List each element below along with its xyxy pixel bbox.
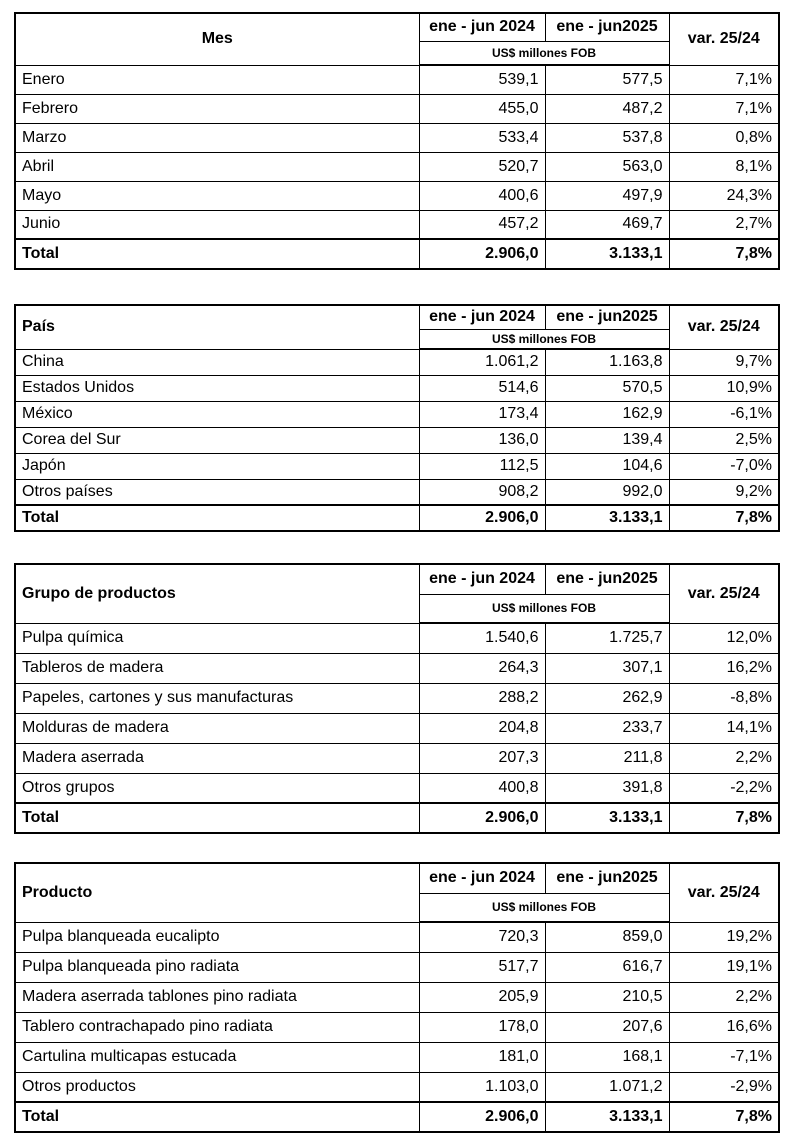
table-row: [15, 713, 779, 743]
table-grupo-productos: [14, 563, 780, 834]
table-row: [15, 401, 779, 427]
row-label: Cartulina multicapas estucada: [15, 1042, 419, 1072]
value-2024: 908,2: [419, 479, 545, 505]
table-row: [15, 773, 779, 803]
table-row: [15, 453, 779, 479]
value-2024: 720,3: [419, 922, 545, 952]
value-var: 9,7%: [669, 349, 779, 375]
total-label: Total: [15, 1102, 419, 1132]
value-2024: 173,4: [419, 401, 545, 427]
row-label: Enero: [15, 65, 419, 94]
total-row: [15, 239, 779, 269]
total-2025: 3.133,1: [545, 1102, 669, 1132]
value-2024: 207,3: [419, 743, 545, 773]
total-2024: 2.906,0: [419, 1102, 545, 1132]
value-var: 7,1%: [669, 65, 779, 94]
value-2025: 139,4: [545, 427, 669, 453]
row-label: Pulpa química: [15, 623, 419, 653]
row-label: Junio: [15, 210, 419, 239]
value-2024: 520,7: [419, 152, 545, 181]
total-label: Total: [15, 803, 419, 833]
row-label: Pulpa blanqueada pino radiata: [15, 952, 419, 982]
header-var: var. 25/24: [669, 305, 779, 349]
row-label: Papeles, cartones y sus manufacturas: [15, 683, 419, 713]
row-label: Marzo: [15, 123, 419, 152]
value-2024: 264,3: [419, 653, 545, 683]
value-2025: 262,9: [545, 683, 669, 713]
total-var: 7,8%: [669, 1102, 779, 1132]
value-2025: 1.163,8: [545, 349, 669, 375]
value-2025: 859,0: [545, 922, 669, 952]
table-row: [15, 653, 779, 683]
value-2024: 205,9: [419, 982, 545, 1012]
header-2025: ene - jun2025: [545, 863, 669, 893]
value-var: -2,9%: [669, 1072, 779, 1102]
total-2025: 3.133,1: [545, 803, 669, 833]
table-row: [15, 743, 779, 773]
value-var: 24,3%: [669, 181, 779, 210]
table-row: [15, 65, 779, 94]
value-2024: 181,0: [419, 1042, 545, 1072]
value-2024: 400,6: [419, 181, 545, 210]
value-2025: 469,7: [545, 210, 669, 239]
header-unit: US$ millones FOB: [419, 893, 669, 922]
row-label: Corea del Sur: [15, 427, 419, 453]
table-row: [15, 123, 779, 152]
value-var: 7,1%: [669, 94, 779, 123]
value-var: 9,2%: [669, 479, 779, 505]
value-var: -2,2%: [669, 773, 779, 803]
value-2025: 497,9: [545, 181, 669, 210]
value-2025: 570,5: [545, 375, 669, 401]
row-label: Madera aserrada tablones pino radiata: [15, 982, 419, 1012]
value-var: 2,7%: [669, 210, 779, 239]
header-var: var. 25/24: [669, 564, 779, 623]
table-row: [15, 181, 779, 210]
total-2024: 2.906,0: [419, 803, 545, 833]
total-var: 7,8%: [669, 505, 779, 531]
value-2024: 1.061,2: [419, 349, 545, 375]
header-unit: US$ millones FOB: [419, 594, 669, 623]
table-row: [15, 210, 779, 239]
value-2025: 233,7: [545, 713, 669, 743]
table-row: [15, 375, 779, 401]
row-label: Madera aserrada: [15, 743, 419, 773]
row-label: Japón: [15, 453, 419, 479]
value-2025: 1.725,7: [545, 623, 669, 653]
value-var: 2,5%: [669, 427, 779, 453]
value-2025: 162,9: [545, 401, 669, 427]
value-2025: 207,6: [545, 1012, 669, 1042]
value-2025: 168,1: [545, 1042, 669, 1072]
value-var: -6,1%: [669, 401, 779, 427]
value-2024: 1.103,0: [419, 1072, 545, 1102]
value-2025: 616,7: [545, 952, 669, 982]
value-2024: 136,0: [419, 427, 545, 453]
value-var: 19,2%: [669, 922, 779, 952]
table-row: [15, 683, 779, 713]
value-var: -7,0%: [669, 453, 779, 479]
value-2024: 178,0: [419, 1012, 545, 1042]
total-row: [15, 1102, 779, 1132]
header-2025: ene - jun2025: [545, 13, 669, 41]
header-var: var. 25/24: [669, 863, 779, 922]
value-2025: 537,8: [545, 123, 669, 152]
value-2025: 1.071,2: [545, 1072, 669, 1102]
row-label: Pulpa blanqueada eucalipto: [15, 922, 419, 952]
header-2025: ene - jun2025: [545, 305, 669, 329]
value-2024: 455,0: [419, 94, 545, 123]
value-var: 12,0%: [669, 623, 779, 653]
row-label: Molduras de madera: [15, 713, 419, 743]
total-var: 7,8%: [669, 803, 779, 833]
value-2025: 391,8: [545, 773, 669, 803]
value-var: 16,2%: [669, 653, 779, 683]
table-header-label: Producto: [15, 863, 419, 922]
value-var: 0,8%: [669, 123, 779, 152]
total-label: Total: [15, 239, 419, 269]
table-row: [15, 982, 779, 1012]
row-label: Otros productos: [15, 1072, 419, 1102]
table-header-label: País: [15, 305, 419, 349]
header-2024: ene - jun 2024: [419, 863, 545, 893]
value-2025: 307,1: [545, 653, 669, 683]
value-2024: 112,5: [419, 453, 545, 479]
value-2024: 288,2: [419, 683, 545, 713]
value-var: -7,1%: [669, 1042, 779, 1072]
table-header-label: Grupo de productos: [15, 564, 419, 623]
table-header-label: Mes: [15, 13, 419, 65]
total-row: [15, 803, 779, 833]
total-row: [15, 505, 779, 531]
row-label: Tablero contrachapado pino radiata: [15, 1012, 419, 1042]
value-2025: 577,5: [545, 65, 669, 94]
table-producto: [14, 862, 780, 1133]
row-label: Febrero: [15, 94, 419, 123]
total-2025: 3.133,1: [545, 505, 669, 531]
table-row: [15, 427, 779, 453]
row-label: México: [15, 401, 419, 427]
value-2024: 517,7: [419, 952, 545, 982]
row-label: Estados Unidos: [15, 375, 419, 401]
row-label: China: [15, 349, 419, 375]
header-unit: US$ millones FOB: [419, 329, 669, 349]
header-2024: ene - jun 2024: [419, 564, 545, 594]
value-var: 16,6%: [669, 1012, 779, 1042]
value-2024: 1.540,6: [419, 623, 545, 653]
value-var: 8,1%: [669, 152, 779, 181]
table-row: [15, 94, 779, 123]
table-row: [15, 952, 779, 982]
row-label: Otros grupos: [15, 773, 419, 803]
value-2024: 533,4: [419, 123, 545, 152]
table-row: [15, 349, 779, 375]
value-var: 14,1%: [669, 713, 779, 743]
value-2024: 400,8: [419, 773, 545, 803]
value-2025: 211,8: [545, 743, 669, 773]
row-label: Tableros de madera: [15, 653, 419, 683]
value-2024: 204,8: [419, 713, 545, 743]
value-var: 19,1%: [669, 952, 779, 982]
table-row: [15, 1072, 779, 1102]
total-label: Total: [15, 505, 419, 531]
table-row: [15, 1012, 779, 1042]
total-2024: 2.906,0: [419, 239, 545, 269]
value-2024: 457,2: [419, 210, 545, 239]
header-2024: ene - jun 2024: [419, 305, 545, 329]
value-var: 2,2%: [669, 982, 779, 1012]
value-2025: 563,0: [545, 152, 669, 181]
header-2025: ene - jun2025: [545, 564, 669, 594]
table-mes: [14, 12, 780, 270]
header-unit: US$ millones FOB: [419, 41, 669, 65]
total-var: 7,8%: [669, 239, 779, 269]
table-row: [15, 623, 779, 653]
table-row: [15, 922, 779, 952]
value-2025: 104,6: [545, 453, 669, 479]
value-2024: 514,6: [419, 375, 545, 401]
row-label: Otros países: [15, 479, 419, 505]
row-label: Mayo: [15, 181, 419, 210]
value-2025: 487,2: [545, 94, 669, 123]
value-var: -8,8%: [669, 683, 779, 713]
header-2024: ene - jun 2024: [419, 13, 545, 41]
table-row: [15, 479, 779, 505]
table-pais: [14, 304, 780, 532]
table-row: [15, 1042, 779, 1072]
header-var: var. 25/24: [669, 13, 779, 65]
value-2024: 539,1: [419, 65, 545, 94]
total-2024: 2.906,0: [419, 505, 545, 531]
total-2025: 3.133,1: [545, 239, 669, 269]
value-var: 10,9%: [669, 375, 779, 401]
value-2025: 210,5: [545, 982, 669, 1012]
table-row: [15, 152, 779, 181]
row-label: Abril: [15, 152, 419, 181]
value-var: 2,2%: [669, 743, 779, 773]
value-2025: 992,0: [545, 479, 669, 505]
